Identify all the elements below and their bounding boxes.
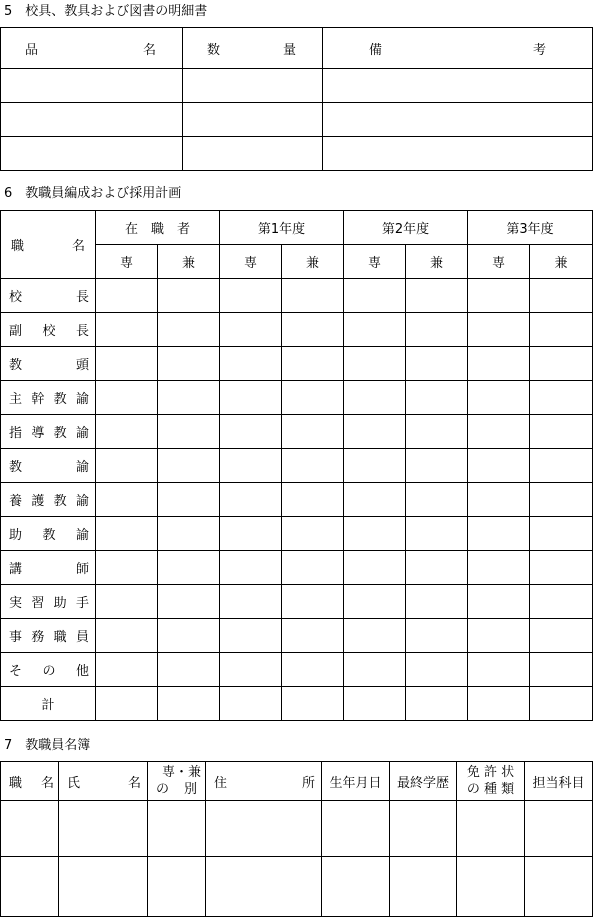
position-label-char: 事 bbox=[9, 630, 23, 645]
item-name-header: 品 名 bbox=[1, 28, 183, 69]
fulltime-count-cell[interactable] bbox=[468, 653, 530, 687]
fulltime-count-cell[interactable] bbox=[344, 381, 406, 415]
fulltime-count-cell[interactable] bbox=[96, 313, 158, 347]
fulltime-header: 専 bbox=[468, 245, 530, 279]
equipment-row bbox=[1, 137, 593, 171]
position-label bbox=[1, 279, 96, 313]
equipment-row bbox=[1, 69, 593, 103]
position-label-char: 助 bbox=[9, 528, 23, 543]
position-label-char: 頭 bbox=[75, 358, 89, 373]
parttime-count-cell[interactable] bbox=[282, 687, 344, 721]
position-label-char: 諭 bbox=[75, 392, 89, 407]
roster-position-header: 職 名 bbox=[1, 762, 59, 801]
position-label-char: 養 bbox=[9, 494, 23, 509]
fulltime-count-cell[interactable] bbox=[468, 381, 530, 415]
roster-cell[interactable] bbox=[1, 801, 59, 857]
parttime-count-cell[interactable] bbox=[530, 551, 593, 585]
fulltime-count-cell[interactable] bbox=[468, 313, 530, 347]
parttime-count-cell[interactable] bbox=[158, 551, 220, 585]
position-label-char: 手 bbox=[75, 596, 89, 611]
fulltime-count-cell[interactable] bbox=[344, 449, 406, 483]
position-label-char: 指 bbox=[9, 426, 23, 441]
fulltime-count-cell[interactable] bbox=[468, 619, 530, 653]
parttime-count-cell[interactable] bbox=[158, 517, 220, 551]
parttime-count-cell[interactable] bbox=[282, 313, 344, 347]
position-label bbox=[1, 415, 96, 449]
equipment-row bbox=[1, 103, 593, 137]
roster-cell[interactable] bbox=[322, 801, 390, 857]
fulltime-count-cell[interactable] bbox=[344, 653, 406, 687]
fulltime-count-cell[interactable] bbox=[220, 313, 282, 347]
fulltime-count-cell[interactable] bbox=[344, 483, 406, 517]
fulltime-count-cell[interactable] bbox=[344, 585, 406, 619]
item-cell[interactable] bbox=[1, 137, 183, 171]
staff-plan-row bbox=[1, 313, 593, 347]
roster-cell[interactable] bbox=[59, 857, 148, 917]
roster-cell[interactable] bbox=[525, 857, 593, 917]
position-label-char: 務 bbox=[31, 630, 45, 645]
parttime-count-cell[interactable] bbox=[530, 483, 593, 517]
fulltime-count-cell[interactable] bbox=[96, 551, 158, 585]
staff-plan-row bbox=[1, 687, 593, 721]
position-label-char: 員 bbox=[75, 630, 89, 645]
parttime-count-cell[interactable] bbox=[158, 687, 220, 721]
fulltime-count-cell[interactable] bbox=[344, 313, 406, 347]
parttime-count-cell[interactable] bbox=[282, 483, 344, 517]
parttime-count-cell[interactable] bbox=[282, 381, 344, 415]
position-label-char: 実 bbox=[9, 596, 23, 611]
position-label-char: 教 bbox=[42, 528, 56, 543]
remarks-header: 備 考 bbox=[323, 28, 593, 69]
position-label-char: 教 bbox=[53, 494, 67, 509]
roster-cell[interactable] bbox=[390, 857, 457, 917]
fulltime-count-cell[interactable] bbox=[220, 483, 282, 517]
position-label-char: 諭 bbox=[75, 460, 89, 475]
group-header-year3: 第3年度 bbox=[468, 211, 593, 245]
roster-cell[interactable] bbox=[206, 801, 322, 857]
position-label bbox=[1, 449, 96, 483]
staff-plan-row bbox=[1, 551, 593, 585]
position-label-char: 教 bbox=[9, 460, 23, 475]
fulltime-count-cell[interactable] bbox=[344, 619, 406, 653]
parttime-count-cell[interactable] bbox=[406, 551, 468, 585]
parttime-count-cell[interactable] bbox=[282, 653, 344, 687]
fulltime-count-cell[interactable] bbox=[96, 483, 158, 517]
parttime-count-cell[interactable] bbox=[158, 347, 220, 381]
position-label-char: 職 bbox=[53, 630, 67, 645]
roster-cell[interactable] bbox=[148, 801, 206, 857]
fulltime-count-cell[interactable] bbox=[96, 415, 158, 449]
fulltime-count-cell[interactable] bbox=[220, 653, 282, 687]
position-label-char: 助 bbox=[53, 596, 67, 611]
fulltime-count-cell[interactable] bbox=[96, 347, 158, 381]
fulltime-header: 専 bbox=[220, 245, 282, 279]
staff-plan-row bbox=[1, 619, 593, 653]
group-header-year1: 第1年度 bbox=[220, 211, 344, 245]
parttime-count-cell[interactable] bbox=[158, 619, 220, 653]
fulltime-count-cell[interactable] bbox=[220, 347, 282, 381]
parttime-count-cell[interactable] bbox=[158, 585, 220, 619]
parttime-count-cell[interactable] bbox=[530, 381, 593, 415]
parttime-count-cell[interactable] bbox=[406, 449, 468, 483]
remarks-cell[interactable] bbox=[323, 137, 593, 171]
position-label-char: 他 bbox=[75, 664, 89, 679]
parttime-count-cell[interactable] bbox=[530, 415, 593, 449]
parttime-count-cell[interactable] bbox=[282, 585, 344, 619]
parttime-count-cell[interactable] bbox=[530, 347, 593, 381]
roster-address-header: 住 所 bbox=[206, 762, 322, 801]
fulltime-count-cell[interactable] bbox=[344, 551, 406, 585]
roster-cell[interactable] bbox=[206, 857, 322, 917]
fulltime-count-cell[interactable] bbox=[468, 279, 530, 313]
fulltime-count-cell[interactable] bbox=[344, 347, 406, 381]
staff-plan-row bbox=[1, 585, 593, 619]
fulltime-count-cell[interactable] bbox=[96, 585, 158, 619]
quantity-cell[interactable] bbox=[183, 137, 323, 171]
fulltime-count-cell[interactable] bbox=[220, 279, 282, 313]
position-label-char: 諭 bbox=[75, 426, 89, 441]
parttime-count-cell[interactable] bbox=[406, 517, 468, 551]
position-label bbox=[1, 381, 96, 415]
roster-row bbox=[1, 801, 593, 857]
position-label-char: 護 bbox=[31, 494, 45, 509]
parttime-header: 兼 bbox=[530, 245, 593, 279]
position-label-char: 諭 bbox=[75, 528, 89, 543]
parttime-count-cell[interactable] bbox=[158, 415, 220, 449]
fulltime-count-cell[interactable] bbox=[96, 619, 158, 653]
roster-cell[interactable] bbox=[1, 857, 59, 917]
parttime-count-cell[interactable] bbox=[530, 653, 593, 687]
fulltime-count-cell[interactable] bbox=[220, 585, 282, 619]
fulltime-count-cell[interactable] bbox=[96, 279, 158, 313]
parttime-header: 兼 bbox=[406, 245, 468, 279]
roster-cell[interactable] bbox=[457, 801, 525, 857]
position-label-char: の bbox=[42, 664, 56, 679]
roster-cell[interactable] bbox=[148, 857, 206, 917]
position-label bbox=[1, 551, 96, 585]
staff-plan-table bbox=[0, 210, 593, 721]
fulltime-count-cell[interactable] bbox=[220, 415, 282, 449]
roster-cell[interactable] bbox=[322, 857, 390, 917]
fulltime-count-cell[interactable] bbox=[96, 517, 158, 551]
position-header: 職 名 bbox=[1, 211, 96, 279]
fulltime-count-cell[interactable] bbox=[220, 381, 282, 415]
parttime-count-cell[interactable] bbox=[530, 517, 593, 551]
equipment-table bbox=[0, 27, 593, 171]
parttime-count-cell[interactable] bbox=[282, 347, 344, 381]
parttime-count-cell[interactable] bbox=[530, 279, 593, 313]
roster-fulltime-header: 専・兼 の 別 bbox=[148, 762, 206, 801]
parttime-count-cell[interactable] bbox=[282, 551, 344, 585]
position-label bbox=[1, 619, 96, 653]
remarks-cell[interactable] bbox=[323, 69, 593, 103]
parttime-count-cell[interactable] bbox=[406, 279, 468, 313]
parttime-count-cell[interactable] bbox=[282, 619, 344, 653]
parttime-count-cell[interactable] bbox=[406, 483, 468, 517]
parttime-count-cell[interactable] bbox=[406, 381, 468, 415]
parttime-count-cell[interactable] bbox=[158, 483, 220, 517]
staff-roster-table bbox=[0, 761, 593, 917]
fulltime-count-cell[interactable] bbox=[220, 619, 282, 653]
parttime-count-cell[interactable] bbox=[530, 449, 593, 483]
parttime-count-cell[interactable] bbox=[406, 585, 468, 619]
fulltime-count-cell[interactable] bbox=[344, 517, 406, 551]
staff-plan-row bbox=[1, 517, 593, 551]
parttime-header: 兼 bbox=[158, 245, 220, 279]
parttime-count-cell[interactable] bbox=[158, 449, 220, 483]
position-label bbox=[1, 687, 96, 721]
equipment-header-row bbox=[1, 28, 593, 69]
remarks-cell[interactable] bbox=[323, 103, 593, 137]
position-label-char: 校 bbox=[9, 290, 23, 305]
staff-plan-row bbox=[1, 279, 593, 313]
parttime-count-cell[interactable] bbox=[406, 619, 468, 653]
position-label-char: そ bbox=[9, 664, 23, 679]
parttime-count-cell[interactable] bbox=[530, 313, 593, 347]
roster-birthdate-header: 生年月日 bbox=[322, 762, 390, 801]
staff-plan-header-row bbox=[1, 211, 593, 245]
group-header-current: 在 職 者 bbox=[96, 211, 220, 245]
parttime-count-cell[interactable] bbox=[530, 585, 593, 619]
parttime-header: 兼 bbox=[282, 245, 344, 279]
fulltime-count-cell[interactable] bbox=[220, 517, 282, 551]
parttime-count-cell[interactable] bbox=[158, 279, 220, 313]
fulltime-count-cell[interactable] bbox=[468, 585, 530, 619]
parttime-count-cell[interactable] bbox=[282, 449, 344, 483]
fulltime-count-cell[interactable] bbox=[468, 347, 530, 381]
fulltime-count-cell[interactable] bbox=[220, 449, 282, 483]
position-label-char: 教 bbox=[53, 392, 67, 407]
staff-plan-row bbox=[1, 483, 593, 517]
quantity-header: 数 量 bbox=[183, 28, 323, 69]
position-label-char: 校 bbox=[42, 324, 56, 339]
section7-heading: 7 教職員名簿 bbox=[4, 738, 91, 753]
fulltime-count-cell[interactable] bbox=[96, 653, 158, 687]
roster-education-header: 最終学歴 bbox=[390, 762, 457, 801]
position-label-char: 長 bbox=[75, 324, 89, 339]
fulltime-count-cell[interactable] bbox=[220, 551, 282, 585]
fulltime-count-cell[interactable] bbox=[468, 517, 530, 551]
parttime-count-cell[interactable] bbox=[530, 619, 593, 653]
parttime-count-cell[interactable] bbox=[406, 313, 468, 347]
position-label-char: 教 bbox=[53, 426, 67, 441]
staff-plan-row bbox=[1, 449, 593, 483]
fulltime-count-cell[interactable] bbox=[468, 449, 530, 483]
position-label bbox=[1, 585, 96, 619]
position-label bbox=[1, 517, 96, 551]
roster-cell[interactable] bbox=[457, 857, 525, 917]
fulltime-count-cell[interactable] bbox=[96, 687, 158, 721]
parttime-count-cell[interactable] bbox=[282, 279, 344, 313]
position-label bbox=[1, 347, 96, 381]
roster-cell[interactable] bbox=[59, 801, 148, 857]
roster-license-header: 免 許 状 の 種 類 bbox=[457, 762, 525, 801]
item-cell[interactable] bbox=[1, 103, 183, 137]
fulltime-count-cell[interactable] bbox=[468, 483, 530, 517]
roster-cell[interactable] bbox=[525, 801, 593, 857]
fulltime-count-cell[interactable] bbox=[344, 415, 406, 449]
parttime-count-cell[interactable] bbox=[406, 653, 468, 687]
position-label-char: 幹 bbox=[31, 392, 45, 407]
staff-plan-row bbox=[1, 381, 593, 415]
position-label-char: 副 bbox=[9, 324, 23, 339]
parttime-count-cell[interactable] bbox=[406, 687, 468, 721]
parttime-count-cell[interactable] bbox=[158, 381, 220, 415]
position-label-char: 講 bbox=[9, 562, 23, 577]
staff-plan-row bbox=[1, 415, 593, 449]
group-header-year2: 第2年度 bbox=[344, 211, 468, 245]
position-label bbox=[1, 313, 96, 347]
section6-heading: 6 教職員編成および採用計画 bbox=[4, 186, 182, 201]
position-label-char: 教 bbox=[9, 358, 23, 373]
parttime-count-cell[interactable] bbox=[530, 687, 593, 721]
fulltime-count-cell[interactable] bbox=[344, 687, 406, 721]
staff-plan-row bbox=[1, 347, 593, 381]
parttime-count-cell[interactable] bbox=[158, 653, 220, 687]
quantity-cell[interactable] bbox=[183, 69, 323, 103]
position-label-char: 習 bbox=[31, 596, 45, 611]
parttime-count-cell[interactable] bbox=[282, 517, 344, 551]
fulltime-header: 専 bbox=[344, 245, 406, 279]
roster-name-header: 氏 名 bbox=[59, 762, 148, 801]
item-cell[interactable] bbox=[1, 69, 183, 103]
position-label-char: 諭 bbox=[75, 494, 89, 509]
fulltime-header: 専 bbox=[96, 245, 158, 279]
fulltime-count-cell[interactable] bbox=[220, 687, 282, 721]
position-label bbox=[1, 483, 96, 517]
position-label bbox=[1, 653, 96, 687]
parttime-count-cell[interactable] bbox=[406, 415, 468, 449]
roster-cell[interactable] bbox=[390, 801, 457, 857]
fulltime-count-cell[interactable] bbox=[468, 551, 530, 585]
fulltime-count-cell[interactable] bbox=[468, 415, 530, 449]
fulltime-count-cell[interactable] bbox=[96, 381, 158, 415]
fulltime-count-cell[interactable] bbox=[96, 449, 158, 483]
roster-row bbox=[1, 857, 593, 917]
parttime-count-cell[interactable] bbox=[282, 415, 344, 449]
parttime-count-cell[interactable] bbox=[158, 313, 220, 347]
staff-plan-row bbox=[1, 653, 593, 687]
fulltime-count-cell[interactable] bbox=[344, 279, 406, 313]
roster-subject-header: 担当科目 bbox=[525, 762, 593, 801]
quantity-cell[interactable] bbox=[183, 103, 323, 137]
fulltime-count-cell[interactable] bbox=[468, 687, 530, 721]
position-label-char: 導 bbox=[31, 426, 45, 441]
position-label-char: 師 bbox=[75, 562, 89, 577]
position-label-char: 長 bbox=[75, 290, 89, 305]
section5-heading: 5 校具、教具および図書の明細書 bbox=[4, 4, 208, 19]
roster-header-row bbox=[1, 762, 593, 801]
parttime-count-cell[interactable] bbox=[406, 347, 468, 381]
position-label-char: 計 bbox=[41, 698, 55, 713]
position-label-char: 主 bbox=[9, 392, 23, 407]
